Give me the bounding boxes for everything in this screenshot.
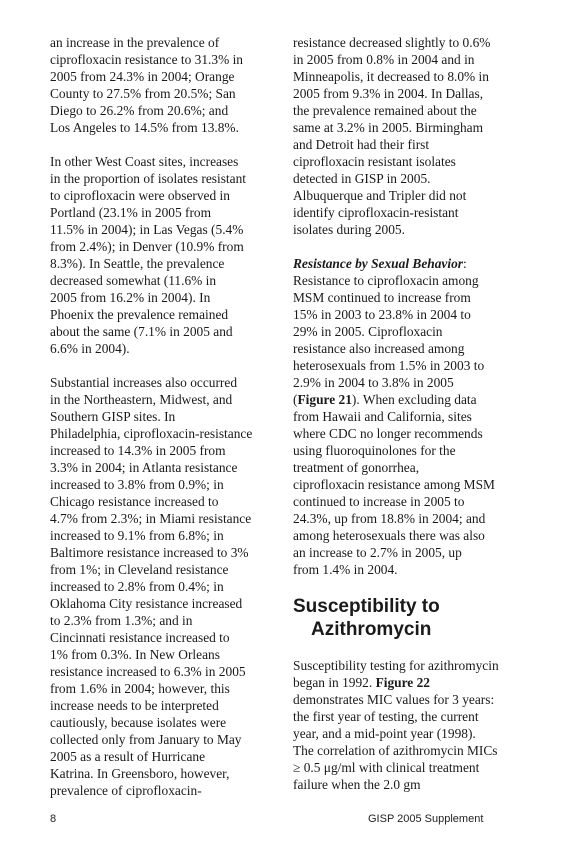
text-line: an increase to 2.7% in 2005, up xyxy=(293,545,462,560)
text-line: resistance decreased slightly to 0.6% xyxy=(293,35,491,50)
text-line: from 2.4%); in Denver (10.9% from xyxy=(50,239,244,254)
text-line: identify ciprofloxacin-resistant xyxy=(293,205,459,220)
section-heading-line-1: Susceptibility to xyxy=(293,596,440,617)
text-line: Phoenix the prevalence remained xyxy=(50,307,229,322)
paragraph-west-coast-california xyxy=(50,34,270,136)
footer-publication-title: GISP 2005 Supplement xyxy=(368,813,484,825)
figure-21-line xyxy=(293,391,515,408)
text-line: using fluoroquinolones for the xyxy=(293,443,456,458)
text-line: Southern GISP sites. In xyxy=(50,409,176,424)
text-line: about the same (7.1% in 2005 and xyxy=(50,324,233,339)
paragraph-sexual-behavior xyxy=(293,255,515,578)
text-line: Cincinnati resistance increased to xyxy=(50,630,230,645)
text-line: from 1.6% in 2004; however, this xyxy=(50,681,230,696)
text-line: 2005 from 24.3% in 2004; Orange xyxy=(50,69,235,84)
text-line: prevalence of ciprofloxacin- xyxy=(50,783,202,798)
text-line: ciprofloxacin resistance among MSM xyxy=(293,477,495,492)
text-line: in the proportion of isolates resistant xyxy=(50,171,246,186)
text-line: treatment of gonorrhea, xyxy=(293,460,420,475)
text-line: 4.7% from 2.3%; in Miami resistance xyxy=(50,511,252,526)
text-line: 11.5% in 2004); in Las Vegas (5.4% xyxy=(50,222,244,237)
text-line: Substantial increases also occurred xyxy=(50,375,238,390)
text-line: increased to 9.1% from 6.8%; in xyxy=(50,528,224,543)
text-line: 3.3% in 2004; in Atlanta resistance xyxy=(50,460,238,475)
azithromycin-line-1: Susceptibility testing for azithromycin xyxy=(293,658,499,673)
text-line: ciprofloxacin resistance to 31.3% in xyxy=(50,52,243,67)
section-heading-azithromycin xyxy=(293,595,515,641)
text-line: 2005 from 16.2% in 2004). In xyxy=(50,290,211,305)
figure-21-trailing-text: ). When excluding data xyxy=(351,392,477,407)
text-line: the first year of testing, the current xyxy=(293,709,479,724)
right-column xyxy=(293,34,515,810)
text-line: decreased somewhat (11.6% in xyxy=(50,273,217,288)
text-line: Baltimore resistance increased to 3% xyxy=(50,545,249,560)
text-line: 24.3%, up from 18.8% in 2004; and xyxy=(293,511,486,526)
text-line: The correlation of azithromycin MICs xyxy=(293,743,498,758)
sexual-behavior-lines-b xyxy=(293,408,515,578)
text-line: 1% from 0.3%. In New Orleans xyxy=(50,647,220,662)
text-line: demonstrates MIC values for 3 years: xyxy=(293,692,495,707)
text-line: Katrina. In Greensboro, however, xyxy=(50,766,230,781)
text-line: same at 3.2% in 2005. Birmingham xyxy=(293,120,484,135)
figure-21-reference: Figure 21 xyxy=(297,392,352,407)
text-line: ciprofloxacin resistant isolates xyxy=(293,154,456,169)
text-line: ≥ 0.5 μg/ml with clinical treatment xyxy=(293,760,480,775)
text-line: year, and a mid-point year (1998). xyxy=(293,726,476,741)
paragraph-northeast-midwest-south xyxy=(50,374,270,799)
subheading-resistance-by-sexual-behavior: Resistance by Sexual Behavior xyxy=(293,256,463,271)
paragraph-continued-resistance xyxy=(293,34,515,238)
text-line: increased to 2.8% from 0.4%; in xyxy=(50,579,224,594)
text-line: cautiously, because isolates were xyxy=(50,715,227,730)
figure-22-reference: Figure 22 xyxy=(375,675,430,690)
text-line: resistance also increased among xyxy=(293,341,465,356)
text-line: 15% in 2003 to 23.8% in 2004 to xyxy=(293,307,471,322)
text-line: Oklahoma City resistance increased xyxy=(50,596,243,611)
figure-21-open-paren: ( xyxy=(293,392,298,407)
text-line: increased to 3.8% from 0.9%; in xyxy=(50,477,224,492)
sexual-behavior-lead-line xyxy=(293,255,515,272)
text-line: increased to 14.3% in 2005 from xyxy=(50,443,226,458)
text-line: and Detroit had their first xyxy=(293,137,430,152)
text-line: Albuquerque and Tripler did not xyxy=(293,188,467,203)
text-line: from Hawaii and California, sites xyxy=(293,409,472,424)
text-line: collected only from January to May xyxy=(50,732,242,747)
text-line: In other West Coast sites, increases xyxy=(50,154,239,169)
subheading-colon: : xyxy=(463,256,467,271)
azithromycin-line-2-text: began in 1992. xyxy=(293,675,376,690)
azithromycin-line-2 xyxy=(293,674,515,691)
section-heading-line-2: Azithromycin xyxy=(311,619,432,640)
text-line: 29% in 2005. Ciprofloxacin xyxy=(293,324,443,339)
text-line: Chicago resistance increased to xyxy=(50,494,219,509)
text-line: to 2.3% from 1.3%; and in xyxy=(50,613,193,628)
left-column xyxy=(50,34,270,816)
paragraph-azithromycin-testing xyxy=(293,657,515,793)
text-line: from 1%; in Cleveland resistance xyxy=(50,562,229,577)
text-line: heterosexuals from 1.5% in 2003 to xyxy=(293,358,485,373)
azithromycin-remaining-lines xyxy=(293,691,515,793)
text-line: Philadelphia, ciprofloxacin-resistance xyxy=(50,426,253,441)
text-line: 2005 as a result of Hurricane xyxy=(50,749,206,764)
text-line: failure when the 2.0 gm xyxy=(293,777,421,792)
text-line: continued to increase in 2005 to xyxy=(293,494,465,509)
text-line: in 2005 from 0.8% in 2004 and in xyxy=(293,52,475,67)
text-line: among heterosexuals there was also xyxy=(293,528,485,543)
text-line: 6.6% in 2004). xyxy=(50,341,130,356)
sexual-behavior-lines-a xyxy=(293,272,515,391)
page-number: 8 xyxy=(50,813,57,825)
text-line: in the Northeastern, Midwest, and xyxy=(50,392,233,407)
text-line: Minneapolis, it decreased to 8.0% in xyxy=(293,69,489,84)
text-line: from 1.4% in 2004. xyxy=(293,562,398,577)
text-line: isolates during 2005. xyxy=(293,222,405,237)
text-line: 2005 from 9.3% in 2004. In Dallas, xyxy=(293,86,484,101)
text-line: County to 27.5% from 20.5%; San xyxy=(50,86,236,101)
text-line: Resistance to ciprofloxacin among xyxy=(293,273,479,288)
text-line: detected in GISP in 2005. xyxy=(293,171,431,186)
text-line: to ciprofloxacin were observed in xyxy=(50,188,230,203)
text-line: the prevalence remained about the xyxy=(293,103,477,118)
text-line: MSM continued to increase from xyxy=(293,290,471,305)
paragraph-other-west-coast-sites xyxy=(50,153,270,357)
text-line: Portland (23.1% in 2005 from xyxy=(50,205,212,220)
text-line: Los Angeles to 14.5% from 13.8%. xyxy=(50,120,239,135)
text-line: an increase in the prevalence of xyxy=(50,35,220,50)
text-line: 8.3%). In Seattle, the prevalence xyxy=(50,256,225,271)
text-line: 2.9% in 2004 to 3.8% in 2005 xyxy=(293,375,454,390)
text-line: Diego to 26.2% from 20.6%; and xyxy=(50,103,229,118)
text-line: where CDC no longer recommends xyxy=(293,426,483,441)
text-line: resistance increased to 6.3% in 2005 xyxy=(50,664,246,679)
text-line: increase needs to be interpreted xyxy=(50,698,219,713)
